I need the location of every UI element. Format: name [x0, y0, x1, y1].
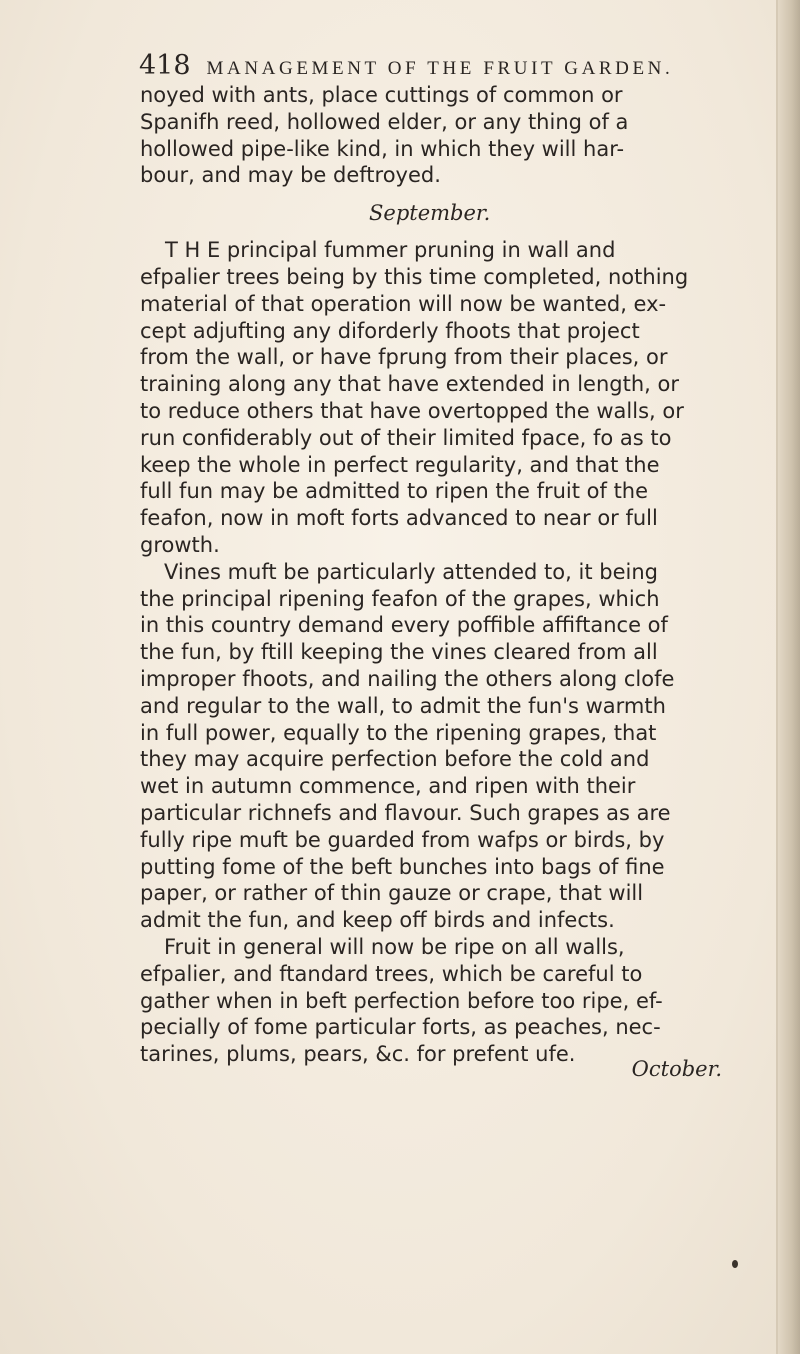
running-title: MANAGEMENT OF THE FRUIT GARDEN.	[206, 58, 674, 79]
text-line: pecially of fome particular forts, as peaches, nec-	[140, 1015, 661, 1040]
text-line: they may acquire perfection before the cold and	[140, 747, 650, 772]
text-line: improper fhoots, and nailing the others along clofe	[140, 666, 675, 691]
text-line: fully ripe muft be guarded from wafps or birds, by	[140, 827, 665, 852]
text-line: from the wall, or have fprung from their places, or	[140, 345, 668, 370]
text-line: in this country demand every poffible affiftance of	[140, 613, 668, 638]
text-line: keep the whole in perfect regularity, and that the	[140, 452, 660, 477]
text-line: growth.	[140, 532, 220, 557]
text-line: hollowed pipe-like kind, in which they will har-	[140, 136, 625, 161]
text-line: full fun may be admitted to ripen the fruit of the	[140, 479, 649, 504]
text-line: run confiderably out of their limited fpace, fo as to	[140, 425, 672, 450]
text-line: Fruit in general will now be ripe on all walls,	[164, 934, 625, 959]
text-line: the fun, by ftill keeping the vines cleared from all	[140, 640, 658, 665]
text-line: gather when in beft perfection before too ripe, ef-	[140, 988, 663, 1013]
page-text	[140, 82, 740, 1082]
ink-speck	[732, 1260, 738, 1268]
text-line: paper, or rather of thin gauze or crape, that will	[140, 881, 644, 906]
text-line: noyed with ants, place cuttings of common or	[140, 83, 623, 107]
text-line: to reduce others that have overtopped the walls, or	[140, 398, 684, 423]
text-line: wet in autumn commence, and ripen with their	[140, 774, 636, 799]
text-line: Vines muft be particularly attended to, it being	[164, 559, 658, 584]
text-line: T H E principal fummer pruning in wall and	[165, 238, 616, 263]
text-line: the principal ripening feafon of the grapes, which	[140, 586, 660, 611]
section-heading: September.	[369, 201, 491, 226]
text-line: cept adjufting any diforderly fhoots that project	[140, 318, 640, 343]
text-line: admit the fun, and keep off birds and infects.	[140, 908, 615, 933]
text-line: bour, and may be deftroyed.	[140, 163, 441, 188]
text-line: efpalier trees being by this time completed, nothing	[140, 264, 689, 289]
text-line: in full power, equally to the ripening grapes, that	[140, 720, 657, 745]
text-line: Spanifh reed, hollowed elder, or any thing of a	[140, 109, 629, 134]
text-line: tarines, plums, pears, &c. for prefent ufe.	[140, 1042, 576, 1067]
text-line: training along any that have extended in length, or	[140, 372, 679, 397]
page-edge-shadow	[778, 0, 800, 1354]
text-line: feafon, now in moft forts advanced to near or full	[140, 506, 658, 531]
text-line: particular richnefs and flavour. Such grapes as are	[140, 800, 671, 825]
text-line: putting fome of the beft bunches into bags of fine	[140, 854, 665, 879]
text-line: material of that operation will now be wanted, ex-	[140, 291, 667, 316]
text-line: and regular to the wall, to admit the fun's warmth	[140, 693, 666, 718]
text-line: efpalier, and ftandard trees, which be careful to	[140, 961, 643, 986]
catchword: October.	[631, 1056, 722, 1081]
page-number: 418	[139, 50, 191, 81]
